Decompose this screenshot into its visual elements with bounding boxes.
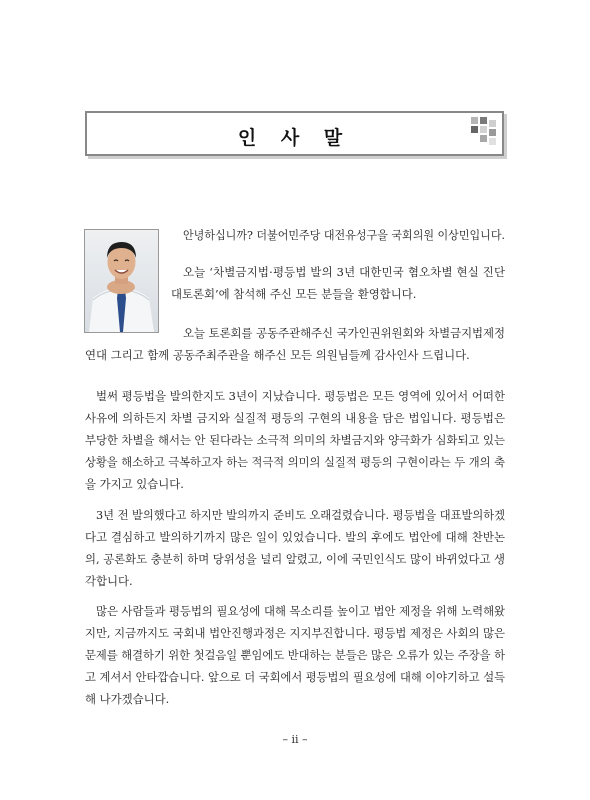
text-line: 을 가지고 있습니다. (85, 477, 184, 491)
body-paragraph-3 (85, 600, 505, 710)
text-line: 많은 사람들과 평등법의 필요성에 대해 목소리를 높이고 법안 제정을 위해 노력해왔 (96, 604, 506, 618)
text-line: 3년 전 발의했다고 하지만 발의까지 준비도 오래걸렸습니다. 평등법을 대표발의하겠 (96, 508, 505, 522)
greeting-paragraph (183, 224, 505, 246)
text-line: 각합니다. (85, 574, 133, 588)
text-line: 오늘 ‘차별금지법·평등법 발의 3년 대한민국 혐오차별 현실 진단 (183, 265, 506, 279)
thanks-paragraph (85, 322, 505, 366)
text-line: 상황을 해소하고 극복하고자 하는 적극적 의미의 실질적 평등의 구현이라는 두 개의 축 (85, 455, 505, 469)
text-line: 부당한 차별을 해서는 안 된다라는 소극적 의미의 차별금지와 양극화가 심화되고 있는 (85, 433, 505, 447)
body-paragraph-1 (85, 385, 505, 495)
grid-decoration-icon (470, 116, 498, 150)
person-portrait-icon (85, 230, 158, 332)
text-line: 문제를 해결하기 위한 첫걸음일 뿐임에도 반대하는 분들은 많은 오류가 있는 주장을 하 (85, 648, 505, 662)
text-line: 대토론회’에 참석해 주신 모든 분들을 환영합니다. (171, 287, 417, 301)
text-line: 연대 그리고 함께 공동주최주관을 해주신 모든 의원님들께 감사인사 드립니다. (85, 348, 470, 362)
text-line: 안녕하십니까? 더불어민주당 대전유성구을 국회의원 이상민입니다. (183, 228, 506, 242)
text-line: 지만, 지금까지도 국회내 법안진행과정은 지지부진합니다. 평등법 제정은 사회의 많은 (85, 626, 505, 640)
page-title: 인 사 말 (237, 127, 352, 149)
welcome-paragraph (171, 261, 505, 305)
text-line: 의, 공론화도 충분히 하며 당위성을 널리 알렸고, 이에 국민인식도 많이 바뀌었다고 생 (85, 552, 506, 566)
portrait-photo (84, 229, 159, 333)
title-box (85, 111, 504, 156)
page-number: – ii – (282, 733, 308, 746)
text-line: 사유에 의하든지 차별 금지와 실질적 평등의 구현의 내용을 담은 법입니다. 평등법은 (85, 411, 506, 425)
text-line: 고 계셔서 안타깝습니다. 앞으로 더 국회에서 평등법의 필요성에 대해 이야기하고 설득 (85, 670, 505, 684)
body-paragraph-2 (85, 504, 505, 592)
text-line: 오늘 토론회를 공동주관해주신 국가인권위원회와 차별금지법제정 (183, 326, 506, 340)
text-line: 벌써 평등법을 발의한지도 3년이 지났습니다. 평등법은 모든 영역에 있어서 어떠한 (96, 389, 506, 403)
text-line: 해 나가겠습니다. (85, 692, 170, 706)
text-line: 다고 결심하고 발의하기까지 많은 일이 있었습니다. 발의 후에도 법안에 대해 찬반논 (85, 530, 506, 544)
